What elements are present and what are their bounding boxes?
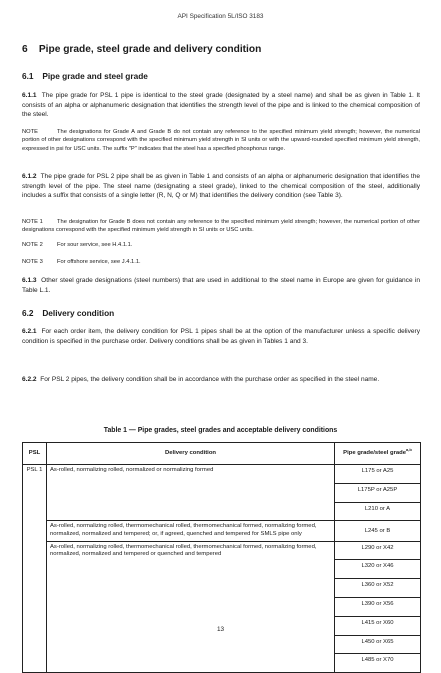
section-number: 6.1	[22, 71, 34, 81]
section-6-heading	[22, 44, 261, 55]
section-title: Pipe grade, steel grade and delivery condition	[38, 44, 262, 55]
paragraph-6-1-3	[22, 276, 420, 295]
paragraph-6-1-1	[22, 91, 420, 120]
note-text: For offshore service, see J.4.1.1.	[57, 259, 141, 265]
header-psl: PSL	[23, 443, 47, 465]
note-text: The designation for Grade B does not contain any reference to the specified minimum yield strength; however, the numerical portion of other designations correspond with the specified minimum yield strength in SI units or USC units.	[22, 219, 420, 234]
clause-number: 6.1.1	[22, 92, 37, 99]
table-1	[22, 442, 421, 673]
grade-cell: L390 or X56	[335, 597, 421, 616]
grade-cell: L485 or X70	[335, 654, 421, 673]
paragraph-6-2-1	[22, 327, 420, 346]
grade-cell: L320 or X46	[335, 560, 421, 579]
paragraph-6-1-2	[22, 172, 420, 201]
section-6-2-heading	[22, 308, 114, 318]
psl-cell: PSL 1	[23, 465, 47, 673]
clause-number: 6.2.1	[22, 328, 37, 335]
delivery-condition-cell: As-rolled, normalizing rolled, thermomechanical rolled, thermomechanical formed, normalizing formed, normalized, normalized and tempered or quenched and tempered	[47, 541, 335, 673]
delivery-condition-cell: As-rolled, normalizing rolled, normalized or normalizing formed	[47, 465, 335, 521]
paragraph-6-2-2	[22, 375, 420, 385]
clause-number: 6.2.2	[22, 376, 37, 383]
grade-cell: L290 or X42	[335, 541, 421, 560]
page-number: 13	[216, 626, 225, 633]
header-pipe-grade	[335, 443, 421, 465]
table-row	[23, 465, 421, 484]
grade-cell: L360 or X52	[335, 579, 421, 598]
header-pipe-grade-text: Pipe grade/steel grade	[343, 449, 407, 456]
section-title: Pipe grade and steel grade	[42, 71, 148, 81]
grade-cell: L450 or X65	[335, 635, 421, 654]
clause-text: For each order item, the delivery condition for PSL 1 pipes shall be at the option of the manufacturer unless a specific delivery condition is specified in the purchase order. Delivery conditions shall be as given in Tables 1 and 3.	[22, 328, 420, 345]
clause-number: 6.1.3	[22, 277, 37, 284]
clause-text: The pipe grade for PSL 2 pipe shall be as given in Table 1 and consists of an alpha or alphanumeric designation that identifies the strength level of the pipe. The steel name (designating a steel grade), linked to the chemical composition of the steel, additionally includes a suffix that consists of a single letter (R, N, Q or M) that identifies the delivery condition (see Table 3).	[22, 173, 420, 200]
footnote-ref: a,b	[406, 446, 412, 452]
grade-cell: L210 or A	[335, 502, 421, 521]
section-number: 6	[22, 44, 28, 55]
clause-number: 6.1.2	[22, 173, 37, 180]
header-delivery-condition: Delivery condition	[47, 443, 335, 465]
clause-text: The pipe grade for PSL 1 pipe is identical to the steel grade (designated by a steel name) and shall be as given in Table 1. It consists of an alpha or alphanumeric designation that identifies the strength level of the pipe and is linked to the chemical composition of the steel.	[22, 92, 420, 119]
grade-cell: L175 or A25	[335, 465, 421, 484]
section-number: 6.2	[22, 308, 34, 318]
running-header: API Specification 5L/ISO 3183	[177, 13, 264, 20]
table-1-caption: Table 1 — Pipe grades, steel grades and acceptable delivery conditions	[103, 427, 338, 434]
note-3	[22, 258, 420, 266]
note-label: NOTE 3	[22, 259, 43, 265]
note-text: For sour service, see H.4.1.1.	[57, 242, 133, 248]
note-2	[22, 241, 420, 249]
table-header-row	[23, 443, 421, 465]
grade-cell: L245 or B	[335, 521, 421, 541]
section-6-1-heading	[22, 71, 148, 81]
clause-text: Other steel grade designations (steel numbers) that are used in additional to the steel name in Europe are given for guidance in Table L.1.	[22, 277, 420, 294]
section-title: Delivery condition	[42, 308, 115, 318]
delivery-condition-cell: As-rolled, normalizing rolled, thermomechanical rolled, thermomechanical formed, normalizing formed, normalized, normalized and tempered; or, if agreed, quenched and tempered for SMLS pipe only	[47, 521, 335, 541]
note-label: NOTE	[22, 129, 38, 135]
table-row	[23, 541, 421, 560]
clause-text: For PSL 2 pipes, the delivery condition shall be in accordance with the purchase order as specified in the steel name.	[40, 376, 380, 383]
note-label: NOTE 2	[22, 242, 43, 248]
note-label: NOTE 1	[22, 219, 43, 225]
table-row	[23, 521, 421, 541]
note-1	[22, 218, 420, 235]
note-grade-designations	[22, 128, 420, 153]
note-text: The designations for Grade A and Grade B do not contain any reference to the specified minimum yield strength; however, the numerical portion of other designations correspond with the specified minimum yield strength in SI units or with the upward-rounded specified minimum yield strength, expressed in psi for USC units. The suffix "P" indicates that the steel has a specified phosphorus range.	[22, 129, 420, 152]
grade-cell: L175P or A25P	[335, 483, 421, 502]
grade-cell: L415 or X60	[335, 616, 421, 635]
